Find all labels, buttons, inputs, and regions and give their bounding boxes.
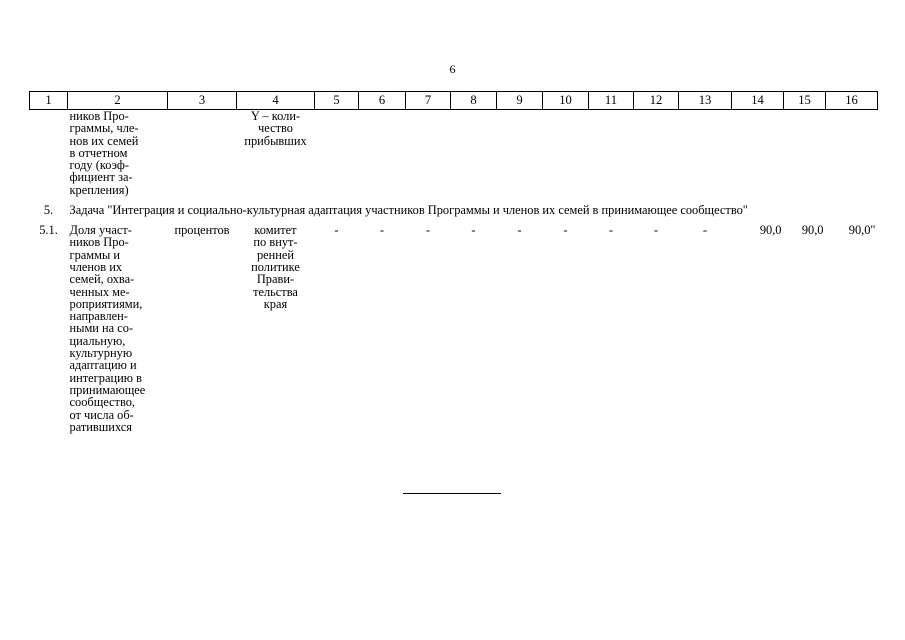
header-cell-15: 15 [784, 92, 826, 110]
text-line: принимающее [69, 382, 146, 397]
header-cell-4: 4 [237, 92, 315, 110]
value-col-8: - [471, 223, 476, 238]
header-cell-16: 16 [826, 92, 878, 110]
text-line: интеграцию в [69, 370, 142, 385]
text-line: фициент за- [69, 170, 133, 185]
text-line: ратившихся [69, 419, 132, 434]
text-line: политике [251, 259, 300, 274]
table-row-5-1 [30, 221, 878, 433]
value-col-11: - [608, 223, 614, 238]
text-line: нов их семей [69, 133, 139, 148]
text-line: ников Про- [69, 235, 129, 250]
text-line: ников Про- [69, 109, 129, 123]
task-title: Задача "Интеграция и социально-культурная адаптация участников Программы и членов их семей в принимающее сообщество" [69, 203, 748, 218]
text-line: крепления) [69, 182, 129, 197]
task-row [30, 196, 878, 221]
table-row-continuation [30, 110, 878, 197]
end-of-document-line [403, 493, 501, 494]
text-line: роприятиями, [69, 296, 143, 311]
task-number: 5. [43, 203, 54, 218]
value-col-15: 90,0 [801, 223, 824, 238]
header-cell-11: 11 [589, 92, 634, 110]
text-line: граммы и [69, 247, 121, 262]
text-line: тельства [253, 284, 298, 299]
text-line: Доля участ- [69, 223, 132, 238]
header-row [30, 92, 878, 110]
text-line: культурную [69, 346, 133, 361]
indicators-table [29, 91, 878, 433]
header-cell-12: 12 [634, 92, 679, 110]
text-line: по внут- [253, 235, 298, 250]
header-cell-14: 14 [732, 92, 784, 110]
page-number: 6 [449, 62, 456, 76]
text-line: Прави- [256, 272, 295, 287]
unit-of-measure: процентов [174, 223, 230, 238]
text-line: циальную, [69, 333, 126, 348]
value-col-12: - [653, 223, 659, 238]
indicator-name [68, 221, 168, 433]
responsible-executor [237, 221, 315, 433]
header-cell-13: 13 [679, 92, 732, 110]
value-col-6: - [379, 223, 385, 238]
value-col-5: - [334, 223, 339, 238]
value-col-16: 90,0" [848, 223, 876, 238]
text-line: ными на со- [69, 321, 134, 336]
text-line: членов их [69, 259, 123, 274]
text-line: комитет [254, 223, 297, 238]
value-col-14: 90,0 [759, 223, 782, 238]
text-line: ренней [256, 247, 295, 262]
text-line: сообщество, [69, 395, 136, 410]
text-line: прибывших [244, 133, 307, 148]
value-col-7: - [425, 223, 431, 238]
text-line: году (коэф- [69, 158, 129, 173]
header-cell-7: 7 [406, 92, 451, 110]
cell-unit [168, 110, 237, 197]
indicator-name-continued [68, 110, 168, 197]
header-cell-10: 10 [543, 92, 589, 110]
text-line: края [263, 296, 288, 311]
header-cell-5: 5 [315, 92, 359, 110]
header-cell-1: 1 [30, 92, 68, 110]
text-line: чество [258, 121, 293, 136]
formula-note [237, 110, 315, 197]
text-line: адаптацию и [69, 358, 137, 373]
header-cell-2: 2 [68, 92, 168, 110]
header-cell-6: 6 [359, 92, 406, 110]
value-col-13: - [702, 223, 708, 238]
header-cell-3: 3 [168, 92, 237, 110]
row-number: 5.1. [39, 223, 58, 238]
value-col-10: - [563, 223, 568, 238]
text-line: Y – коли- [250, 109, 301, 123]
header-cell-9: 9 [497, 92, 543, 110]
cell-number [30, 110, 68, 197]
text-line: граммы, чле- [69, 121, 139, 136]
text-line: от числа об- [69, 407, 134, 422]
text-line: в отчетном [69, 145, 128, 160]
value-col-9: - [517, 223, 522, 238]
text-line: направлен- [69, 309, 128, 324]
header-cell-8: 8 [451, 92, 497, 110]
text-line: ченных ме- [69, 284, 130, 299]
empty-value-cells [315, 110, 878, 197]
text-line: семей, охва- [69, 272, 135, 287]
